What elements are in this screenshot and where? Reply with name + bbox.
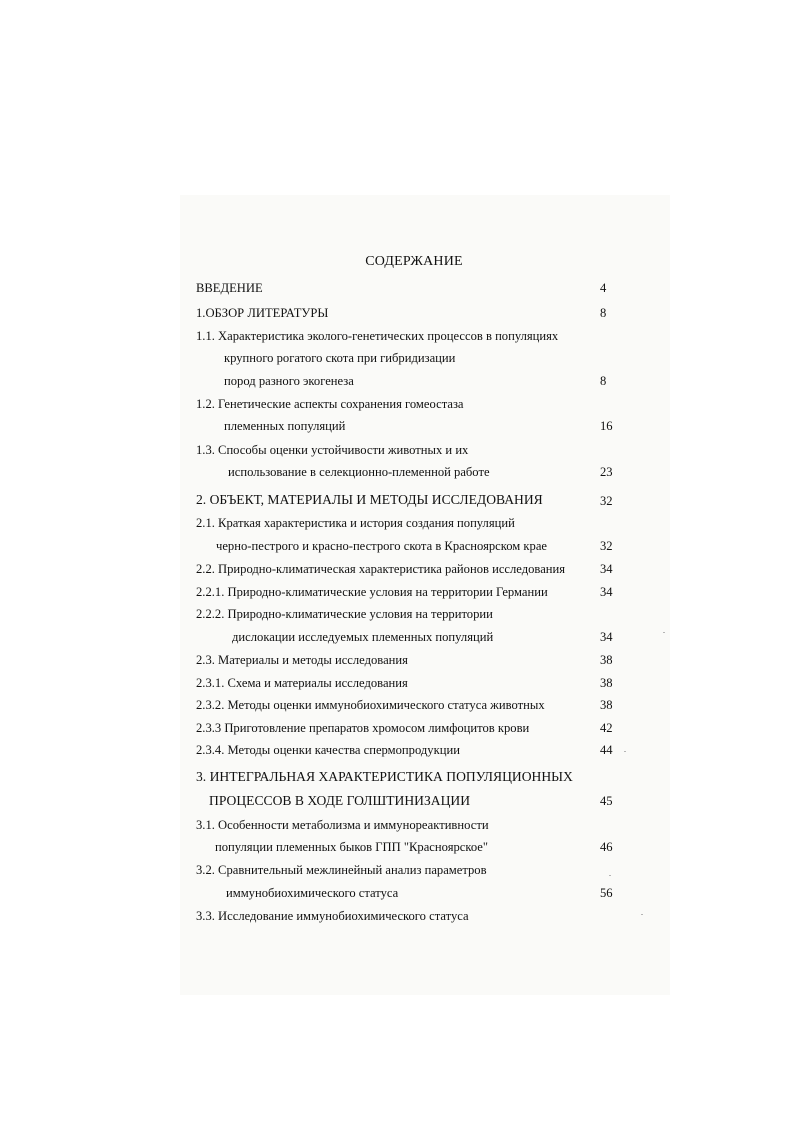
toc-page-number: 32: [600, 539, 613, 553]
toc-entry-introduction: ВВЕДЕНИЕ: [196, 281, 263, 295]
toc-page-number: 38: [600, 676, 613, 690]
toc-entry-chapter-1: 1.ОБЗОР ЛИТЕРАТУРЫ: [196, 306, 329, 320]
toc-page-number: 42: [600, 721, 613, 735]
toc-entry-section-2-2-2: 2.2.2. Природно-климатические условия на территории: [196, 607, 493, 621]
toc-entry-continuation: дислокации исследуемых племенных популяций: [232, 630, 494, 644]
toc-entry-section-2-3: 2.3. Материалы и методы исследования: [196, 653, 408, 667]
toc-page-number: 56: [600, 886, 613, 900]
scan-speck: [641, 914, 643, 915]
toc-entry-section-2-2: 2.2. Природно-климатическая характеристика районов исследования: [196, 562, 566, 576]
toc-page-number: 34: [600, 562, 613, 576]
toc-entry-continuation: популяции племенных быков ГПП "Красноярское": [215, 840, 489, 854]
toc-page-number: 23: [600, 465, 613, 479]
toc-entry-continuation: черно-пестрого и красно-пестрого скота в Красноярском крае: [216, 539, 548, 553]
scan-speck: [663, 632, 665, 633]
toc-page-number: 46: [600, 840, 613, 854]
toc-entry-section-2-2-1: 2.2.1. Природно-климатические условия на территории Германии: [196, 585, 548, 599]
toc-entry-chapter-3: 3. ИНТЕГРАЛЬНАЯ ХАРАКТЕРИСТИКА ПОПУЛЯЦИОННЫХ: [196, 769, 573, 784]
toc-entry-continuation: использование в селекционно-племенной работе: [228, 465, 490, 479]
scan-speck: [609, 875, 611, 876]
toc-entry-section-3-2: 3.2. Сравнительный межлинейный анализ параметров: [196, 863, 487, 877]
toc-entry-section-1-1: 1.1. Характеристика эколого-генетических процессов в популяциях: [196, 329, 559, 343]
toc-page-number: 44: [600, 743, 613, 757]
toc-page-number: 16: [600, 419, 613, 433]
toc-page-number: 38: [600, 653, 613, 667]
toc-entry-continuation: племенных популяций: [224, 419, 346, 433]
toc-entry-section-2-1: 2.1. Краткая характеристика и история создания популяций: [196, 516, 515, 530]
toc-entry-continuation: иммунобиохимического статуса: [226, 886, 399, 900]
toc-entry-section-2-3-3: 2.3.3 Приготовление препаратов хромосом лимфоцитов крови: [196, 721, 530, 735]
toc-page-number: 8: [600, 374, 607, 388]
toc-page-number: 4: [600, 281, 607, 295]
toc-entry-chapter-2: 2. ОБЪЕКТ, МАТЕРИАЛЫ И МЕТОДЫ ИССЛЕДОВАНИЯ: [196, 492, 543, 507]
toc-entry-continuation: пород разного экогенеза: [224, 374, 354, 388]
toc-entry-section-3-3: 3.3. Исследование иммунобиохимического статуса: [196, 909, 469, 923]
toc-entry-section-2-3-2: 2.3.2. Методы оценки иммунобиохимического статуса животных: [196, 698, 545, 712]
toc-page-number: 32: [600, 494, 613, 508]
toc-entry-section-2-3-1: 2.3.1. Схема и материалы исследования: [196, 676, 408, 690]
toc-page-number: 34: [600, 630, 613, 644]
toc-title: СОДЕРЖАНИЕ: [365, 254, 463, 269]
toc-entry-section-3-1: 3.1. Особенности метаболизма и иммунореактивности: [196, 818, 489, 832]
toc-entry-continuation: крупного рогатого скота при гибридизации: [224, 351, 456, 365]
toc-entry-section-1-3: 1.3. Способы оценки устойчивости животных и их: [196, 443, 469, 457]
scan-speck: [624, 751, 626, 752]
toc-entry-continuation: ПРОЦЕССОВ В ХОДЕ ГОЛШТИНИЗАЦИИ: [209, 793, 471, 808]
toc-entry-section-2-3-4: 2.3.4. Методы оценки качества спермопродукции: [196, 743, 460, 757]
toc-entry-section-1-2: 1.2. Генетические аспекты сохранения гомеостаза: [196, 397, 464, 411]
toc-page-number: 38: [600, 698, 613, 712]
toc-page-number: 34: [600, 585, 613, 599]
toc-page-number: 8: [600, 306, 607, 320]
toc-page-number: 45: [600, 794, 613, 808]
